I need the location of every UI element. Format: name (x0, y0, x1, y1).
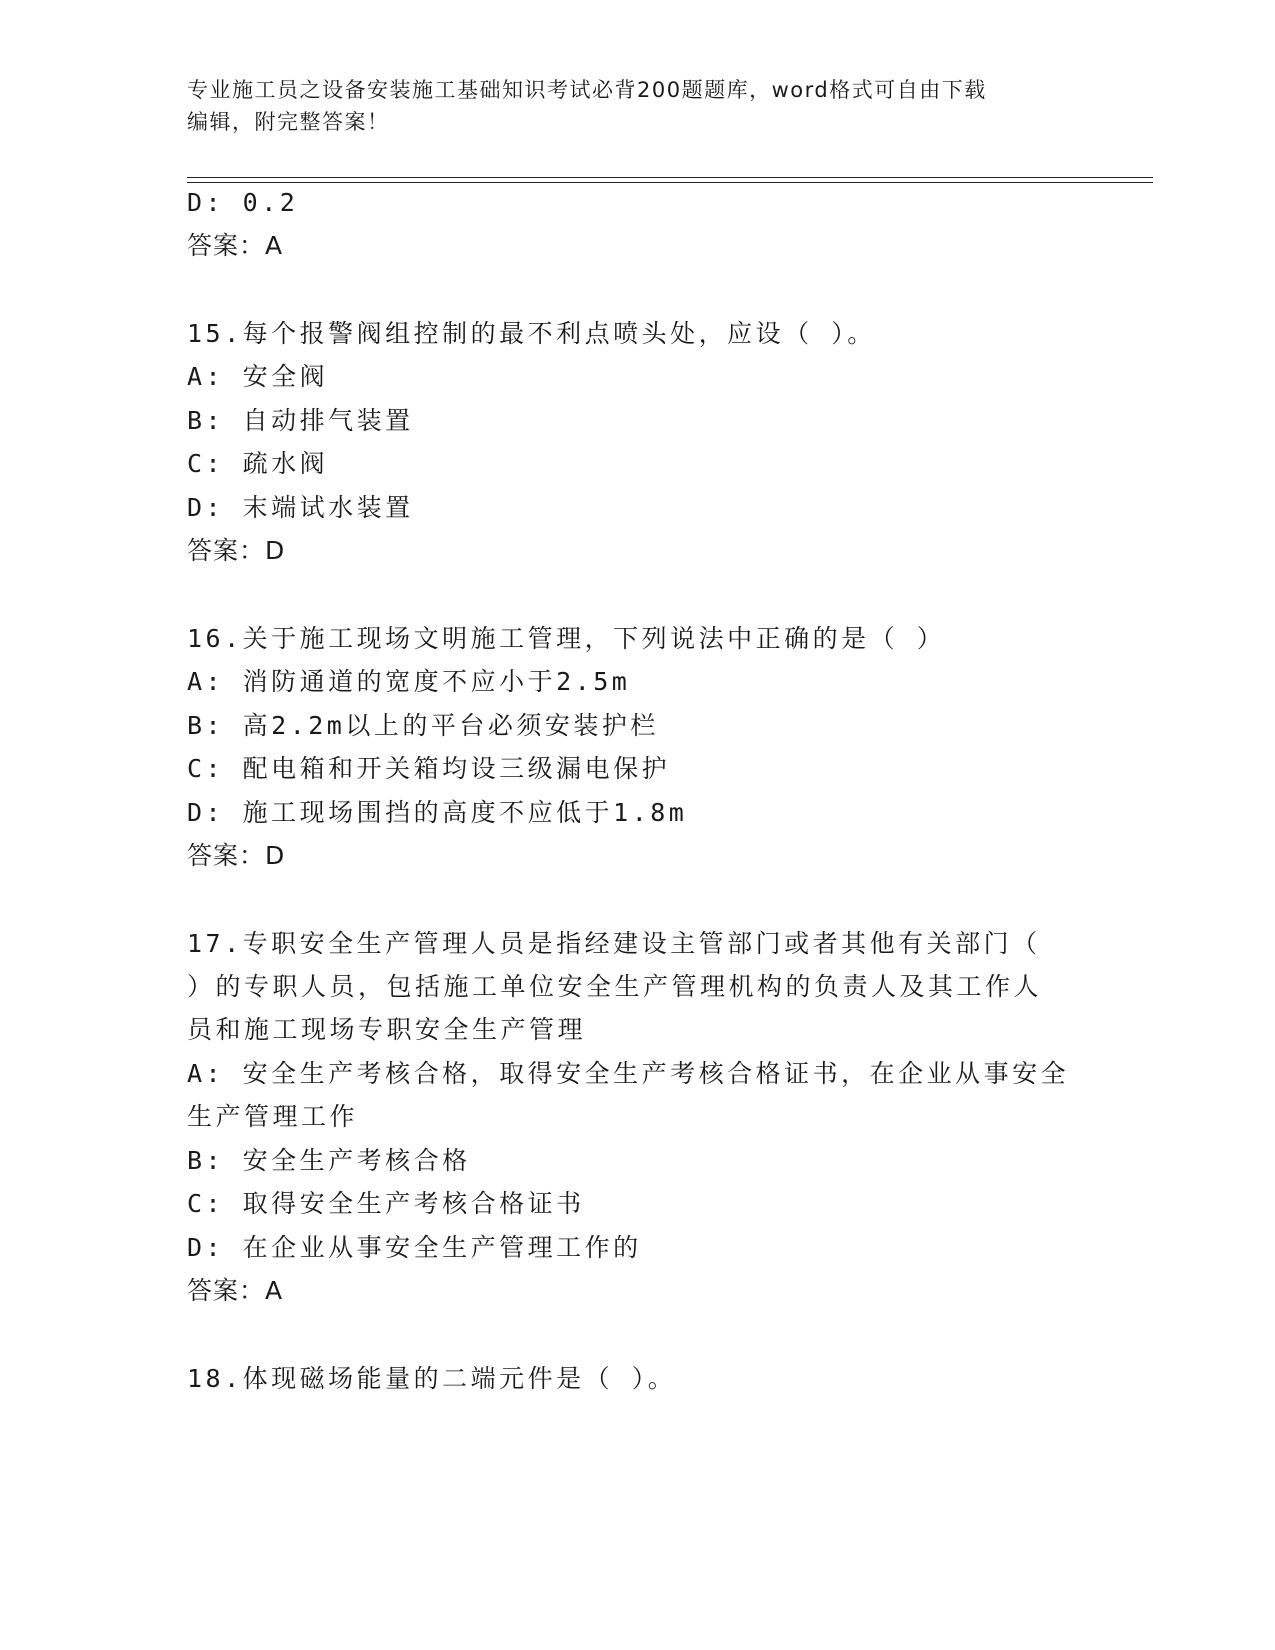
q18-stem: 18.体现磁场能量的二端元件是（ ）。 (187, 1364, 677, 1393)
q17-option-a-line-1: A: 安全生产考核合格，取得安全生产考核合格证书，在企业从事安全 (187, 1059, 1070, 1088)
header-rule-top (187, 177, 1153, 178)
q17-option-c: C: 取得安全生产考核合格证书 (187, 1189, 585, 1218)
prev-option-d: D: 0.2 (187, 188, 299, 217)
q17-option-d: D: 在企业从事安全生产管理工作的 (187, 1233, 642, 1262)
q16-answer: 答案：D (187, 841, 286, 870)
q15-option-b: B: 自动排气装置 (187, 406, 414, 435)
q15-option-d: D: 末端试水装置 (187, 493, 414, 522)
q15-answer: 答案：D (187, 536, 286, 565)
q16-stem: 16.关于施工现场文明施工管理，下列说法中正确的是（ ） (187, 624, 946, 653)
page-header (187, 74, 1067, 138)
q16-option-c: C: 配电箱和开关箱均设三级漏电保护 (187, 754, 671, 783)
q17-answer: 答案：A (187, 1276, 284, 1305)
q15-option-c: C: 疏水阀 (187, 449, 329, 478)
q16-option-d: D: 施工现场围挡的高度不应低于1.8m (187, 798, 688, 827)
header-title-line-2: 编辑，附完整答案！ (187, 110, 390, 134)
q15-option-a: A: 安全阀 (187, 362, 329, 391)
q17-stem-line-2: ）的专职人员，包括施工单位安全生产管理机构的负责人及其工作人 (187, 972, 1043, 1001)
q16-option-a: A: 消防通道的宽度不应小于2.5m (187, 667, 631, 696)
header-rule-bottom (187, 182, 1153, 183)
q17-stem-line-3: 员和施工现场专职安全生产管理 (187, 1015, 587, 1044)
prev-answer: 答案：A (187, 231, 284, 260)
q15-stem: 15.每个报警阀组控制的最不利点喷头处，应设（ ）。 (187, 319, 876, 348)
q17-stem-line-1: 17.专职安全生产管理人员是指经建设主管部门或者其他有关部门（ (187, 929, 1041, 958)
q16-option-b: B: 高2.2m以上的平台必须安装护栏 (187, 711, 659, 740)
q17-option-a-line-2: 生产管理工作 (187, 1102, 359, 1131)
header-title-line-1: 专业施工员之设备安装施工基础知识考试必背200题题库，word格式可自由下载 (187, 78, 987, 102)
q17-option-b: B: 安全生产考核合格 (187, 1146, 471, 1175)
